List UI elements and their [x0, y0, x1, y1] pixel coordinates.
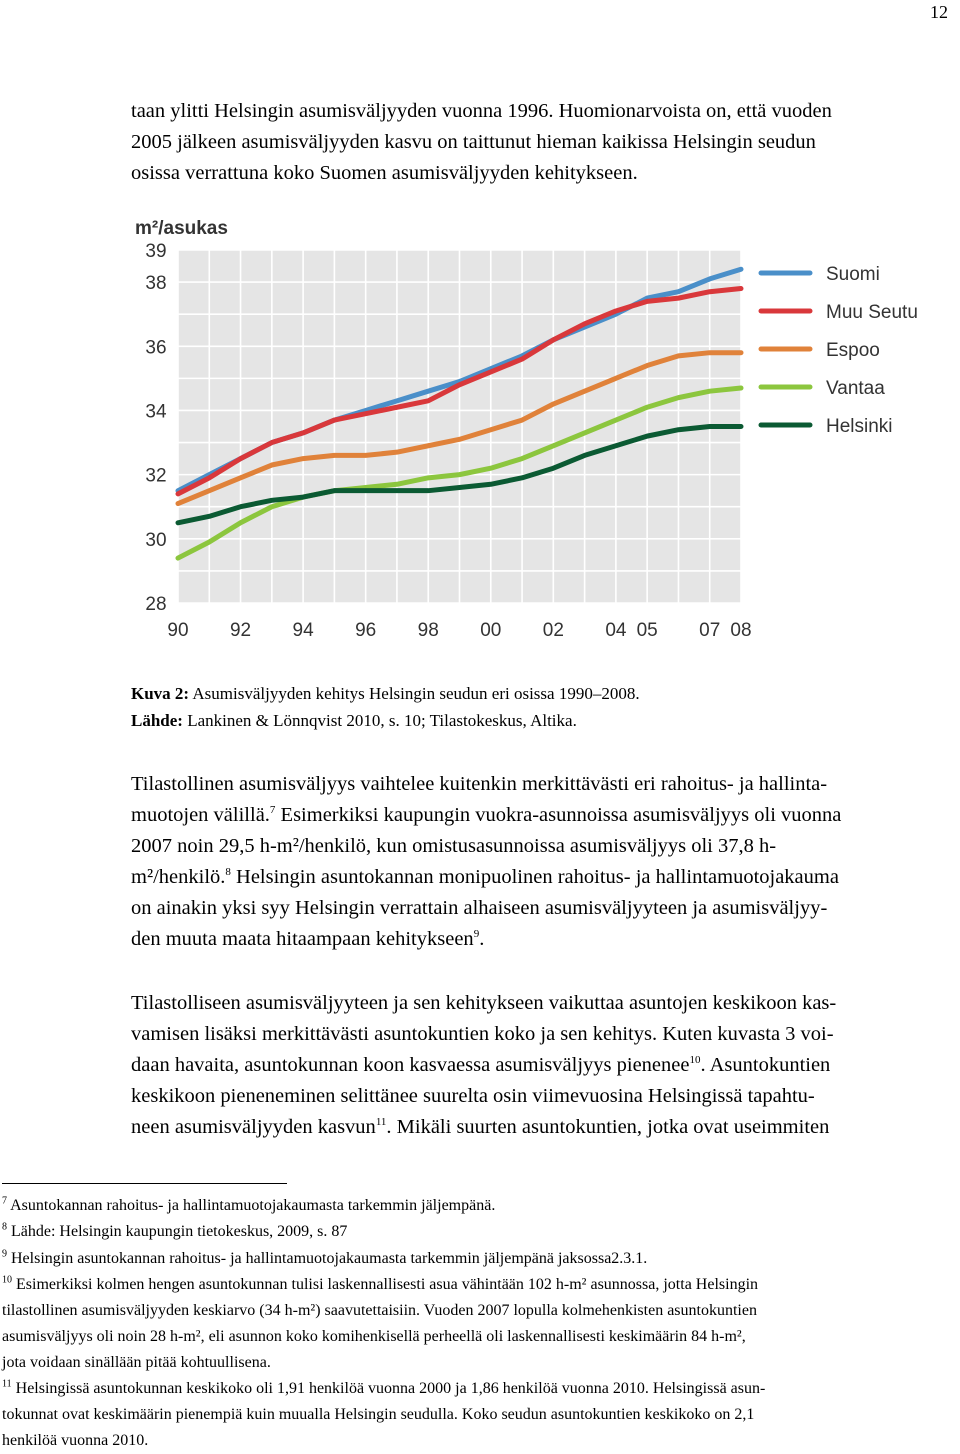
x-tick-label: 08 — [730, 620, 752, 641]
text-line: muotojen välillä.$^7$ Esimerkiksi kaupungin vuokra-asunnoissa asumisväljyys oli vuonna — [131, 804, 842, 826]
text-line: osissa verrattuna koko Suomen asumisväljyyden kehitykseen. — [131, 162, 638, 184]
x-tick-label: 00 — [480, 620, 502, 641]
footnote-10-line-3: asumisväljyys oli noin 28 h-m², eli asunnon koko komihenkisellä perheellä oli laskennallisesti keskimäärin 84 h-m², — [2, 1328, 746, 1345]
text-line: keskikoon pieneneminen selittänee suurelta osin viimevuosina Helsingissä tapahtu- — [131, 1085, 815, 1107]
source-text: Lankinen & Lönnqvist 2010, s. 10; Tilastokeskus, Altika. — [182, 711, 577, 730]
text-line: 2005 jälkeen asumisväljyyden kasvu on taittunut hieman kaikissa Helsingin seudun — [131, 131, 816, 153]
text-line: vamisen lisäksi merkittävästi asuntokuntien koko ja sen kehitys. Kuten kuvasta 3 voi- — [131, 1023, 834, 1045]
legend-label: Suomi — [826, 264, 880, 285]
text-line: neen asumisväljyyden kasvun$^{11}$. Mikäli suurten asuntokuntien, jotka ovat useimmiten — [131, 1116, 830, 1138]
footnote-11: $^{11}$ Helsingissä asuntokunnan keskikoko oli 1,91 henkilöä vuonna 2000 ja 1,86 henkilöä vuonna 2010. Helsingissä asun- — [2, 1378, 766, 1397]
footnote-10-line-4: jota voidaan sinällään pitää kohtuullisena. — [2, 1354, 271, 1371]
y-axis-label: m²/asukas — [135, 218, 228, 239]
legend-label: Espoo — [826, 340, 880, 361]
footnote-11-line-2: tokunnat ovat keskimäärin pienempiä kuin muualla Helsingin seudulla. Koko seudun asuntokuntien keskikoko on 2,1 — [2, 1406, 755, 1423]
x-tick-labels — [167, 620, 751, 641]
x-tick-label: 04 — [605, 620, 627, 641]
caption-label: Kuva 2: — [131, 684, 190, 703]
footnote-11-line-3: henkilöä vuonna 2010. — [2, 1432, 149, 1449]
housing-space-line-chart — [110, 210, 918, 660]
y-tick-label: 28 — [145, 594, 167, 615]
text-line: on ainakin yksi syy Helsingin verrattain alhaiseen asumisväljyyteen ja asumisväljyy- — [131, 897, 828, 919]
y-tick-label: 30 — [145, 529, 167, 551]
text-line: Tilastollinen asumisväljyys vaihtelee kuitenkin merkittävästi eri rahoitus- ja hallinta- — [131, 773, 828, 795]
figure-source — [131, 708, 577, 734]
legend-label: Vantaa — [826, 378, 885, 399]
footnote-8: $^8$ Lähde: Helsingin kaupungin tietokeskus, 2009, s. 87 — [2, 1221, 348, 1240]
legend — [761, 264, 918, 437]
text-line: taan ylitti Helsingin asumisväljyyden vuonna 1996. Huomionarvoista on, että vuoden — [131, 100, 832, 122]
footnote-ref[interactable]: 8 — [225, 866, 231, 879]
legend-label: Muu Seutu — [826, 302, 918, 323]
text-line: m²/henkilö.$^8$ Helsingin asuntokannan monipuolinen rahoitus- ja hallintamuotojakauma — [131, 866, 839, 888]
y-tick-label: 39 — [145, 241, 167, 262]
intro-paragraph — [131, 96, 931, 189]
x-tick-label: 96 — [355, 620, 377, 641]
x-tick-label: 94 — [292, 620, 314, 641]
footnote-separator — [2, 1183, 287, 1184]
footnote-10: $^{10}$ Esimerkiksi kolmen hengen asuntokunnan tulisi laskennallisesti asua vähintään 102 h-m² asunnossa, jotta Helsingin — [2, 1274, 759, 1293]
footnote-ref[interactable]: 11 — [375, 1116, 387, 1129]
figure-caption — [131, 681, 640, 707]
text-line: Tilastolliseen asumisväljyyteen ja sen kehitykseen vaikuttaa asuntojen keskikoon kas- — [131, 992, 837, 1014]
footnote-7: $^7$ Asuntokannan rahoitus- ja hallintamuotojakaumasta tarkemmin jäljempänä. — [2, 1195, 496, 1214]
text-line: den muuta maata hitaampaan kehitykseen$^9$. — [131, 928, 485, 950]
body-paragraph-3 — [131, 988, 931, 1143]
footnote-ref[interactable]: 9 — [473, 928, 480, 941]
y-tick-label: 32 — [145, 465, 167, 487]
source-label: Lähde: — [131, 711, 183, 730]
legend-label: Helsinki — [826, 416, 893, 437]
y-tick-label: 36 — [145, 337, 167, 359]
caption-text: Asumisväljyyden kehitys Helsingin seudun eri osissa 1990–2008. — [189, 684, 640, 703]
x-tick-label: 92 — [229, 620, 252, 641]
y-tick-label: 34 — [145, 401, 167, 423]
footnote-ref[interactable]: 10 — [689, 1054, 701, 1067]
footnote-ref[interactable]: 7 — [269, 804, 276, 817]
body-paragraph-2 — [131, 769, 931, 955]
x-tick-label: 05 — [636, 620, 658, 641]
text-line: 2007 noin 29,5 h-m²/henkilö, kun omistusasunnoissa asumisväljyys oli 37,8 h- — [131, 835, 777, 857]
x-tick-label: 07 — [699, 620, 721, 641]
footnote-9: $^9$ Helsingin asuntokannan rahoitus- ja hallintamuotojakaumasta tarkemmin jäljempänä jaksossa2.3.1. — [2, 1248, 648, 1267]
text-line: daan havaita, asuntokunnan koon kasvaessa asumisväljyys pienenee$^{10}$. Asuntokuntien — [131, 1054, 831, 1076]
x-tick-label: 90 — [167, 620, 189, 641]
y-tick-labels — [145, 241, 167, 615]
footnote-10-line-2: tilastollinen asumisväljyyden keskiarvo (34 h-m²) saavutettaisiin. Vuoden 2007 lopulla kolmehenkisten asuntokuntien — [2, 1302, 757, 1319]
x-tick-label: 98 — [417, 620, 439, 641]
page-number: 12 — [930, 2, 948, 22]
y-tick-label: 38 — [145, 273, 167, 295]
x-tick-label: 02 — [542, 620, 564, 641]
